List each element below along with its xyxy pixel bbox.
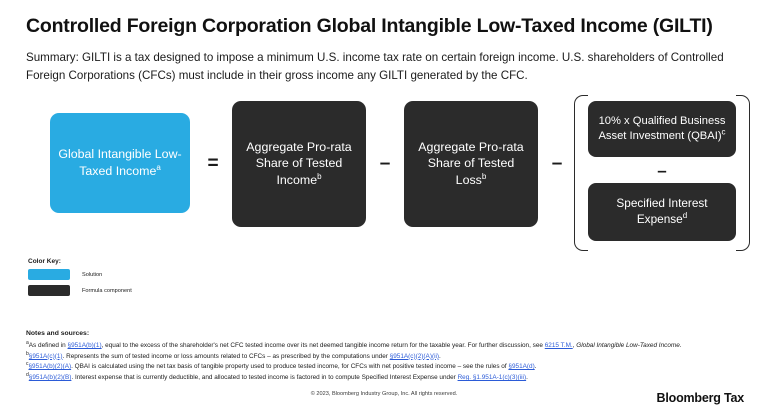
note-link[interactable]: §951A(b)(1) xyxy=(67,342,102,349)
note-text: . xyxy=(526,373,528,381)
note-marker: d xyxy=(26,371,29,378)
aggregate-tested-loss-box xyxy=(404,101,538,227)
solution-swatch xyxy=(28,269,70,280)
gilti-box-label: Global Intangible Low-Taxed Income xyxy=(58,147,182,178)
note-marker: c xyxy=(26,361,29,368)
aggregate-tested-income-label: Aggregate Pro-rata Share of Tested Income xyxy=(246,139,352,187)
summary-text: Summary: GILTI is a tax designed to impose a minimum U.S. income tax rate on certain foreign income. U.S. shareholders of Controlled Foreign Corporations (CFCs) must include in their gross income any GILTI generated by the CFC. xyxy=(26,50,724,82)
color-key xyxy=(28,258,218,301)
notes-heading: Notes and sources: xyxy=(26,330,90,337)
color-key-item-solution xyxy=(28,269,218,280)
note-text: . xyxy=(679,342,682,349)
page-title: Controlled Foreign Corporation Global Intangible Low-Taxed Income (GILTI) xyxy=(26,15,713,37)
gilti-box-marker: a xyxy=(156,162,161,172)
note-link[interactable]: §951A(c)(2)(A)(ii) xyxy=(389,352,440,360)
note-emphasis: Global Intangible Low-Taxed Income xyxy=(576,342,680,349)
note-link[interactable]: §951A(b)(2)(B) xyxy=(28,373,72,381)
note-text: . Interest expense that is currently deductible, and allocated to tested income is factored in to compute Specified Interest Expense under xyxy=(71,373,458,381)
note-item xyxy=(26,362,742,372)
specified-interest-expense-label: Specified Interest Expense xyxy=(616,195,708,226)
copyright-text: © 2023, Bloomberg Industry Group, Inc. All rights reserved. xyxy=(310,391,458,397)
specified-interest-expense-box xyxy=(588,183,736,241)
note-marker: a xyxy=(26,339,29,346)
note-link[interactable]: §951A(c)(1) xyxy=(28,352,63,360)
note-link[interactable]: §951A(b)(2)(A) xyxy=(28,363,72,371)
aggregate-tested-income-box xyxy=(232,101,366,227)
inner-minus-operator: – xyxy=(657,160,667,180)
formula-diagram xyxy=(26,101,744,261)
notes-section xyxy=(26,330,742,383)
solution-label: Solution xyxy=(82,271,103,278)
aggregate-tested-income-marker: b xyxy=(317,171,322,181)
formula-component-swatch xyxy=(28,285,70,296)
notes-list xyxy=(26,341,742,382)
qbai-label: 10% x Qualified Business Asset Investment (QBAI) xyxy=(598,114,726,142)
equals-operator: = xyxy=(207,152,219,174)
aggregate-tested-loss-label: Aggregate Pro-rata Share of Tested Loss xyxy=(418,139,524,187)
note-item xyxy=(26,373,742,383)
note-link[interactable]: 6215 T.M. xyxy=(544,342,573,349)
note-text: , xyxy=(572,342,577,349)
minus-operator-1: – xyxy=(379,152,391,174)
specified-interest-expense-marker: d xyxy=(682,210,688,220)
note-item xyxy=(26,352,742,362)
gilti-box xyxy=(50,113,190,213)
left-bracket xyxy=(574,95,588,251)
color-key-item-component xyxy=(28,285,218,296)
note-marker: b xyxy=(26,350,29,357)
minus-operator-2: – xyxy=(551,152,563,174)
bracketed-group xyxy=(574,95,750,251)
qbai-marker: c xyxy=(721,126,726,136)
note-text: . QBAI is calculated using the net tax basis of tangible property used to produce tested income, for CFCs with net positive tested income – see the rules of xyxy=(71,363,509,371)
note-text: . xyxy=(439,352,441,360)
qbai-box xyxy=(588,101,736,157)
note-text: . Represents the sum of tested income or loss amounts related to CFCs – as prescribed by the computations under xyxy=(62,352,390,360)
note-text: , equal to the excess of the shareholder's net CFC tested income over its net deemed tangible income return for the taxable year. For further discussion, see xyxy=(101,342,545,349)
note-item xyxy=(26,341,742,351)
brand-logo: Bloomberg Tax xyxy=(656,391,744,405)
formula-component-label: Formula component xyxy=(82,287,132,294)
right-bracket xyxy=(736,95,750,251)
note-link[interactable]: Reg. §1.951A-1(c)(3)(iii) xyxy=(457,373,527,381)
note-text: . xyxy=(534,363,537,371)
note-text: As defined in xyxy=(28,342,68,349)
color-key-title: Color Key: xyxy=(28,258,61,265)
note-link[interactable]: §951A(d) xyxy=(508,363,535,371)
aggregate-tested-loss-marker: b xyxy=(481,171,487,181)
